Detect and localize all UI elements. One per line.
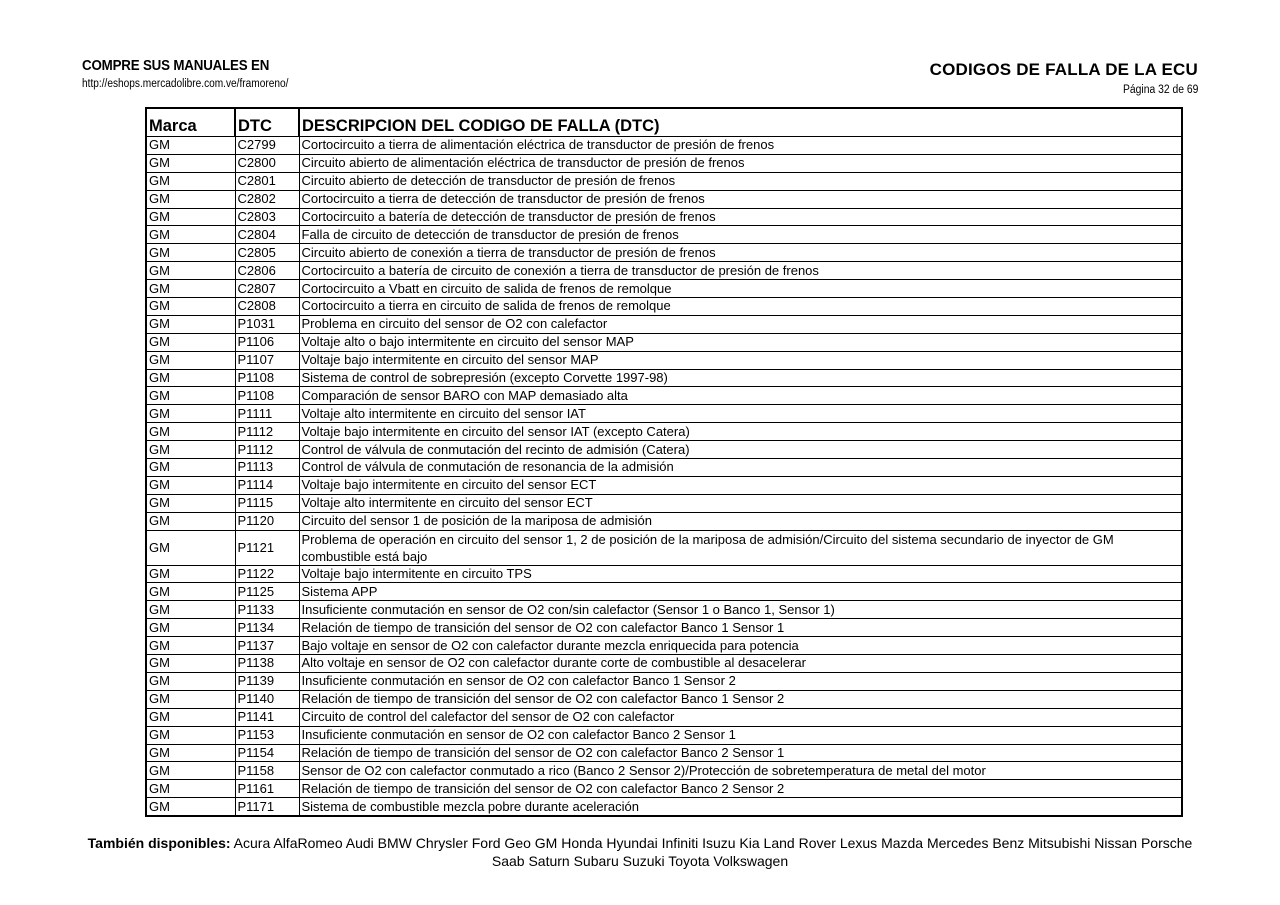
table-row — [146, 351, 1182, 369]
document-title: CODIGOS DE FALLA DE LA ECU — [929, 60, 1198, 79]
cell-dtc: P1121 — [235, 530, 299, 565]
table-row — [146, 726, 1182, 744]
cell-dtc: C2802 — [235, 190, 299, 208]
cell-dtc: P1111 — [235, 405, 299, 423]
table-row — [146, 226, 1182, 244]
table-row — [146, 798, 1182, 816]
cell-marca: GM — [146, 154, 235, 172]
cell-dtc: P1158 — [235, 762, 299, 780]
dtc-table — [145, 107, 1183, 817]
cell-descripcion: Cortocircuito a tierra de alimentación eléctrica de transductor de presión de frenos — [299, 137, 1182, 155]
table-row — [146, 280, 1182, 298]
cell-dtc: P1138 — [235, 655, 299, 673]
cell-descripcion: Circuito abierto de alimentación eléctrica de transductor de presión de frenos — [299, 154, 1182, 172]
cell-marca: GM — [146, 798, 235, 816]
header-left — [82, 58, 317, 90]
cell-dtc: P1113 — [235, 459, 299, 477]
cell-descripcion: Voltaje bajo intermitente en circuito TPS — [299, 565, 1182, 583]
table-row — [146, 459, 1182, 477]
table-row — [146, 387, 1182, 405]
table-row — [146, 565, 1182, 583]
column-header-descripcion: DESCRIPCION DEL CODIGO DE FALLA (DTC) — [299, 108, 1182, 137]
cell-marca: GM — [146, 530, 235, 565]
cell-marca: GM — [146, 441, 235, 459]
cell-marca: GM — [146, 423, 235, 441]
cell-marca: GM — [146, 780, 235, 798]
cell-descripcion: Voltaje alto o bajo intermitente en circuito del sensor MAP — [299, 333, 1182, 351]
cell-dtc: C2801 — [235, 172, 299, 190]
cell-marca: GM — [146, 333, 235, 351]
cell-marca: GM — [146, 459, 235, 477]
table-row — [146, 208, 1182, 226]
header-promo-title: COMPRE SUS MANUALES EN — [82, 58, 270, 74]
cell-marca: GM — [146, 244, 235, 262]
cell-dtc: P1031 — [235, 315, 299, 333]
cell-descripcion: Comparación de sensor BARO con MAP demasiado alta — [299, 387, 1182, 405]
cell-dtc: C2807 — [235, 280, 299, 298]
cell-descripcion: Relación de tiempo de transición del sensor de O2 con calefactor Banco 2 Sensor 1 — [299, 744, 1182, 762]
cell-descripcion: Control de válvula de conmutación del recinto de admisión (Catera) — [299, 441, 1182, 459]
cell-marca: GM — [146, 565, 235, 583]
table-row — [146, 244, 1182, 262]
cell-descripcion: Alto voltaje en sensor de O2 con calefactor durante corte de combustible al desacelerar — [299, 655, 1182, 673]
cell-dtc: P1134 — [235, 619, 299, 637]
cell-descripcion: Circuito del sensor 1 de posición de la mariposa de admisión — [299, 512, 1182, 530]
header-store-url[interactable]: http://eshops.mercadolibre.com.ve/framoreno/ — [82, 78, 289, 90]
cell-dtc: P1137 — [235, 637, 299, 655]
table-row — [146, 744, 1182, 762]
cell-dtc: P1140 — [235, 690, 299, 708]
table-row — [146, 154, 1182, 172]
cell-dtc: P1125 — [235, 583, 299, 601]
cell-marca: GM — [146, 226, 235, 244]
cell-descripcion: Sistema de combustible mezcla pobre durante aceleración — [299, 798, 1182, 816]
table-row — [146, 423, 1182, 441]
cell-marca: GM — [146, 351, 235, 369]
cell-descripcion: Insuficiente conmutación en sensor de O2 con calefactor Banco 1 Sensor 2 — [299, 672, 1182, 690]
table-body — [146, 137, 1182, 817]
cell-dtc: C2808 — [235, 298, 299, 316]
cell-descripcion: Bajo voltaje en sensor de O2 con calefactor durante mezcla enriquecida para potencia — [299, 637, 1182, 655]
cell-dtc: P1108 — [235, 369, 299, 387]
cell-descripcion: Relación de tiempo de transición del sensor de O2 con calefactor Banco 1 Sensor 1 — [299, 619, 1182, 637]
cell-marca: GM — [146, 583, 235, 601]
cell-marca: GM — [146, 512, 235, 530]
table-row — [146, 190, 1182, 208]
footer-brand-list: Acura AlfaRomeo Audi BMW Chrysler Ford Geo GM Honda Hyundai Infiniti Isuzu Kia Land Rover Lexus Mazda Mercedes Benz Mitsubishi Nissan Porsche Saab Saturn Subaru Suzuki Toyota Volkswagen — [233, 835, 1193, 869]
cell-marca: GM — [146, 708, 235, 726]
cell-descripcion: Cortocircuito a batería de detección de transductor de presión de frenos — [299, 208, 1182, 226]
cell-descripcion: Falla de circuito de detección de transductor de presión de frenos — [299, 226, 1182, 244]
cell-dtc: P1107 — [235, 351, 299, 369]
cell-descripcion: Circuito abierto de conexión a tierra de transductor de presión de frenos — [299, 244, 1182, 262]
cell-marca: GM — [146, 637, 235, 655]
table-row — [146, 333, 1182, 351]
cell-descripcion: Cortocircuito a tierra en circuito de salida de frenos de remolque — [299, 298, 1182, 316]
cell-dtc: P1112 — [235, 441, 299, 459]
cell-marca: GM — [146, 744, 235, 762]
cell-dtc: C2806 — [235, 262, 299, 280]
cell-descripcion: Insuficiente conmutación en sensor de O2 con/sin calefactor (Sensor 1 o Banco 1, Sensor 1) — [299, 601, 1182, 619]
cell-descripcion: Problema de operación en circuito del sensor 1, 2 de posición de la mariposa de admisión/Circuito del sistema secundario de inyector de GM combustible está bajo — [299, 530, 1182, 565]
cell-descripcion: Voltaje bajo intermitente en circuito del sensor MAP — [299, 351, 1182, 369]
table-row — [146, 780, 1182, 798]
cell-marca: GM — [146, 298, 235, 316]
cell-descripcion: Cortocircuito a Vbatt en circuito de salida de frenos de remolque — [299, 280, 1182, 298]
cell-descripcion: Voltaje bajo intermitente en circuito del sensor ECT — [299, 476, 1182, 494]
cell-descripcion: Circuito de control del calefactor del sensor de O2 con calefactor — [299, 708, 1182, 726]
cell-marca: GM — [146, 262, 235, 280]
cell-dtc: C2799 — [235, 137, 299, 155]
cell-dtc: P1108 — [235, 387, 299, 405]
page-indicator: Página 32 de 69 — [1122, 84, 1198, 96]
cell-dtc: P1106 — [235, 333, 299, 351]
table-row — [146, 512, 1182, 530]
cell-marca: GM — [146, 726, 235, 744]
table-row — [146, 690, 1182, 708]
cell-descripcion: Relación de tiempo de transición del sensor de O2 con calefactor Banco 2 Sensor 2 — [299, 780, 1182, 798]
column-header-marca: Marca — [146, 108, 235, 137]
table-row — [146, 369, 1182, 387]
cell-marca: GM — [146, 655, 235, 673]
cell-dtc: P1122 — [235, 565, 299, 583]
cell-marca: GM — [146, 315, 235, 333]
cell-descripcion: Cortocircuito a batería de circuito de conexión a tierra de transductor de presión de frenos — [299, 262, 1182, 280]
cell-descripcion: Voltaje alto intermitente en circuito del sensor ECT — [299, 494, 1182, 512]
cell-marca: GM — [146, 405, 235, 423]
cell-marca: GM — [146, 137, 235, 155]
cell-marca: GM — [146, 190, 235, 208]
cell-descripcion: Cortocircuito a tierra de detección de transductor de presión de frenos — [299, 190, 1182, 208]
cell-marca: GM — [146, 476, 235, 494]
table-header-row — [146, 108, 1182, 137]
cell-dtc: P1120 — [235, 512, 299, 530]
cell-dtc: C2805 — [235, 244, 299, 262]
table-row — [146, 405, 1182, 423]
cell-marca: GM — [146, 369, 235, 387]
footer-label: También disponibles: — [87, 835, 231, 851]
cell-dtc: P1171 — [235, 798, 299, 816]
table-row — [146, 298, 1182, 316]
cell-marca: GM — [146, 172, 235, 190]
table-row — [146, 637, 1182, 655]
cell-dtc: P1114 — [235, 476, 299, 494]
cell-descripcion: Voltaje alto intermitente en circuito del sensor IAT — [299, 405, 1182, 423]
cell-dtc: P1153 — [235, 726, 299, 744]
cell-marca: GM — [146, 280, 235, 298]
table-row — [146, 315, 1182, 333]
cell-dtc: P1112 — [235, 423, 299, 441]
cell-descripcion: Sensor de O2 con calefactor conmutado a rico (Banco 2 Sensor 2)/Protección de sobretemperatura de metal del motor — [299, 762, 1182, 780]
cell-marca: GM — [146, 208, 235, 226]
cell-marca: GM — [146, 387, 235, 405]
cell-marca: GM — [146, 762, 235, 780]
cell-dtc: P1115 — [235, 494, 299, 512]
cell-dtc: P1133 — [235, 601, 299, 619]
table-row — [146, 530, 1182, 565]
cell-dtc: C2803 — [235, 208, 299, 226]
cell-descripcion: Control de válvula de conmutación de resonancia de la admisión — [299, 459, 1182, 477]
cell-marca: GM — [146, 601, 235, 619]
table-row — [146, 494, 1182, 512]
cell-dtc: C2804 — [235, 226, 299, 244]
table-row — [146, 476, 1182, 494]
footer-available-brands — [82, 834, 1198, 870]
cell-dtc: P1139 — [235, 672, 299, 690]
table-row — [146, 655, 1182, 673]
cell-descripcion: Relación de tiempo de transición del sensor de O2 con calefactor Banco 1 Sensor 2 — [299, 690, 1182, 708]
cell-dtc: P1161 — [235, 780, 299, 798]
cell-dtc: C2800 — [235, 154, 299, 172]
cell-marca: GM — [146, 619, 235, 637]
cell-descripcion: Voltaje bajo intermitente en circuito del sensor IAT (excepto Catera) — [299, 423, 1182, 441]
table-row — [146, 708, 1182, 726]
header-right — [930, 60, 1198, 96]
cell-descripcion: Insuficiente conmutación en sensor de O2 con calefactor Banco 2 Sensor 1 — [299, 726, 1182, 744]
cell-descripcion: Sistema APP — [299, 583, 1182, 601]
cell-dtc: P1154 — [235, 744, 299, 762]
cell-descripcion: Circuito abierto de detección de transductor de presión de frenos — [299, 172, 1182, 190]
table-row — [146, 619, 1182, 637]
table-row — [146, 262, 1182, 280]
cell-descripcion: Problema en circuito del sensor de O2 con calefactor — [299, 315, 1182, 333]
table-row — [146, 441, 1182, 459]
table-row — [146, 762, 1182, 780]
cell-marca: GM — [146, 672, 235, 690]
column-header-dtc: DTC — [235, 108, 299, 137]
table-row — [146, 583, 1182, 601]
table-row — [146, 172, 1182, 190]
table-row — [146, 137, 1182, 155]
table-row — [146, 672, 1182, 690]
cell-descripcion: Sistema de control de sobrepresión (excepto Corvette 1997-98) — [299, 369, 1182, 387]
cell-marca: GM — [146, 494, 235, 512]
cell-dtc: P1141 — [235, 708, 299, 726]
table-row — [146, 601, 1182, 619]
cell-marca: GM — [146, 690, 235, 708]
